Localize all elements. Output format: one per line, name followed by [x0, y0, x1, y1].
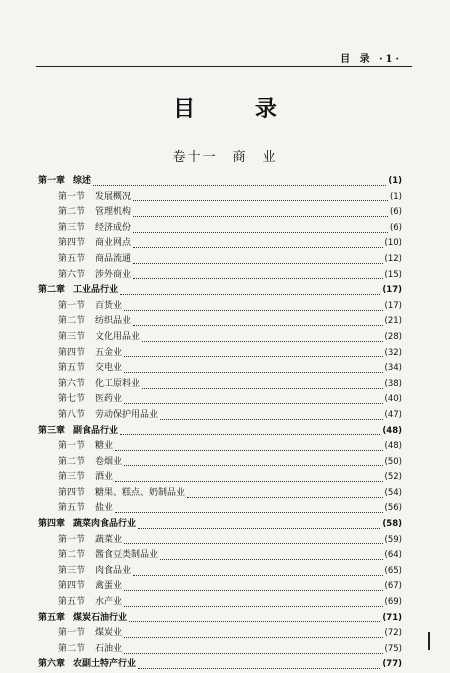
dot-leader: [160, 558, 383, 560]
toc-entry-title: 盐业: [95, 503, 114, 514]
toc-entry-title: 酱食豆类制品业: [95, 550, 159, 561]
dot-leader: [133, 324, 383, 326]
dot-leader: [93, 184, 386, 186]
toc-entry-label: 第一节: [58, 441, 86, 452]
toc-chapter-row: [38, 657, 402, 673]
toc-entry-label: 第四节: [58, 581, 86, 592]
dot-leader: [124, 636, 383, 638]
dot-leader: [124, 464, 383, 466]
toc-entry-page: (65): [384, 565, 402, 576]
toc-section-row: [38, 330, 402, 346]
toc-entry-title: 糖业: [95, 441, 114, 452]
toc-chapter-row: [38, 611, 402, 627]
toc-entry-page: (48): [382, 425, 402, 436]
dot-leader: [129, 620, 380, 622]
toc-entry-page: (17): [384, 300, 402, 311]
toc-section-row: [38, 361, 402, 377]
toc-chapter-row: [38, 517, 402, 533]
toc-entry-label: 第二节: [58, 643, 86, 654]
toc-entry-page: (28): [384, 331, 402, 342]
toc-entry-page: (38): [384, 378, 402, 389]
dot-leader: [133, 199, 388, 201]
toc-entry-page: (52): [384, 472, 402, 483]
dot-leader: [124, 589, 383, 591]
toc-section-row: [38, 455, 402, 471]
toc-section-row: [38, 579, 402, 595]
dot-leader: [124, 355, 383, 357]
dot-leader: [124, 605, 383, 607]
toc-entry-page: (72): [384, 628, 402, 639]
toc-section-row: [38, 377, 402, 393]
dot-leader: [142, 387, 383, 389]
dot-leader: [133, 262, 383, 264]
toc-entry-page: (15): [384, 269, 402, 280]
toc-entry-page: (75): [384, 643, 402, 654]
toc-entry-title: 水产业: [95, 597, 123, 608]
toc-entry-title: 交电业: [95, 363, 123, 374]
toc-entry-title: 纺织品业: [95, 316, 132, 327]
toc-entry-page: (48): [384, 441, 402, 452]
dot-leader: [138, 527, 380, 529]
toc-entry-label: 第二节: [58, 550, 86, 561]
toc-entry-page: (64): [384, 550, 402, 561]
dot-leader: [124, 652, 383, 654]
toc-entry-label: 第一节: [58, 534, 86, 545]
toc-section-row: [38, 392, 402, 408]
toc-section-row: [38, 299, 402, 315]
toc-section-row: [38, 548, 402, 564]
toc-section-row: [38, 486, 402, 502]
toc-section-row: [38, 205, 402, 221]
toc-entry-page: (6): [389, 222, 402, 233]
table-of-contents: [38, 174, 402, 673]
toc-entry-title: 蔬菜业: [95, 534, 123, 545]
toc-entry-page: (77): [382, 659, 402, 670]
dot-leader: [115, 511, 383, 513]
dot-leader: [133, 215, 388, 217]
toc-entry-page: (54): [384, 487, 402, 498]
dot-leader: [133, 277, 383, 279]
toc-section-row: [38, 268, 402, 284]
toc-entry-label: 第一节: [58, 300, 86, 311]
toc-section-row: [38, 501, 402, 517]
toc-section-row: [38, 190, 402, 206]
dot-leader: [120, 293, 380, 295]
dot-leader: [133, 574, 383, 576]
toc-section-row: [38, 252, 402, 268]
running-header: 目 录 ·1·: [340, 54, 402, 65]
dot-leader: [124, 309, 383, 311]
toc-section-row: [38, 564, 402, 580]
toc-section-row: [38, 533, 402, 549]
toc-entry-title: 综述: [73, 176, 92, 186]
toc-entry-title: 农副土特产行业: [73, 659, 137, 670]
toc-entry-page: (58): [382, 519, 402, 530]
toc-entry-label: 第四节: [58, 238, 86, 249]
toc-entry-page: (50): [384, 456, 402, 467]
toc-entry-page: (21): [384, 316, 402, 327]
toc-entry-title: 煤炭业: [95, 628, 123, 639]
page-title: 目 录: [173, 96, 303, 122]
toc-entry-page: (47): [384, 409, 402, 420]
dot-leader: [124, 402, 383, 404]
toc-section-row: [38, 595, 402, 611]
toc-entry-page: (12): [384, 253, 402, 264]
toc-entry-label: 第三节: [58, 472, 86, 483]
toc-entry-title: 禽蛋业: [95, 581, 123, 592]
toc-entry-page: (1): [389, 191, 402, 202]
toc-entry-page: (69): [384, 597, 402, 608]
toc-entry-label: 第三节: [58, 565, 86, 576]
toc-entry-title: 糖果、糕点、奶制品业: [95, 487, 186, 498]
toc-section-row: [38, 236, 402, 252]
dot-leader: [124, 542, 383, 544]
toc-entry-label: 第六章: [38, 659, 66, 670]
toc-entry-title: 肉食品业: [95, 565, 132, 576]
toc-entry-title: 劳动保护用品业: [95, 409, 159, 420]
toc-entry-label: 第四节: [58, 487, 86, 498]
toc-section-row: [38, 626, 402, 642]
toc-entry-label: 第六节: [58, 378, 86, 389]
dot-leader: [133, 246, 383, 248]
toc-entry-page: (40): [384, 394, 402, 405]
toc-section-row: [38, 314, 402, 330]
toc-entry-title: 发展概况: [95, 191, 132, 202]
toc-entry-label: 第一节: [58, 191, 86, 202]
toc-entry-title: 副食品行业: [73, 425, 119, 436]
toc-section-row: [38, 408, 402, 424]
dot-leader: [115, 480, 383, 482]
toc-entry-label: 第三节: [58, 331, 86, 342]
toc-entry-title: 卷烟业: [95, 456, 123, 467]
dot-leader: [124, 371, 383, 373]
toc-entry-label: 第二节: [58, 316, 86, 327]
toc-entry-label: 第五章: [38, 612, 66, 623]
toc-entry-label: 第四节: [58, 347, 86, 358]
volume-title: 卷十一 商 业: [172, 150, 278, 165]
toc-entry-label: 第一节: [58, 628, 86, 639]
dot-leader: [138, 667, 380, 669]
toc-entry-page: (17): [382, 285, 402, 296]
toc-entry-label: 第八节: [58, 409, 86, 420]
toc-entry-page: (67): [384, 581, 402, 592]
toc-entry-page: (34): [384, 363, 402, 374]
toc-section-row: [38, 642, 402, 658]
dot-leader: [115, 449, 383, 451]
toc-entry-title: 商业网点: [95, 238, 132, 249]
toc-chapter-row: [38, 283, 402, 299]
toc-entry-title: 文化用品业: [95, 331, 141, 342]
toc-entry-label: 第三节: [58, 222, 86, 233]
toc-entry-label: 第五节: [58, 253, 86, 264]
dot-leader: [120, 433, 380, 435]
toc-entry-title: 医药业: [95, 394, 123, 405]
scan-mark: [428, 632, 430, 650]
dot-leader: [133, 231, 388, 233]
toc-entry-label: 第五节: [58, 597, 86, 608]
toc-entry-label: 第一章: [38, 176, 66, 186]
toc-entry-label: 第二节: [58, 207, 86, 218]
toc-entry-label: 第四章: [38, 519, 66, 530]
toc-entry-title: 蔬菜肉食品行业: [73, 519, 137, 530]
toc-section-row: [38, 346, 402, 362]
dot-leader: [142, 340, 383, 342]
toc-entry-title: 管理机构: [95, 207, 132, 218]
toc-entry-title: 酒业: [95, 472, 114, 483]
toc-entry-page: (1): [388, 176, 402, 186]
toc-entry-label: 第二节: [58, 456, 86, 467]
toc-entry-label: 第五节: [58, 503, 86, 514]
toc-entry-title: 工业品行业: [73, 285, 119, 296]
dot-leader: [187, 496, 383, 498]
toc-entry-label: 第二章: [38, 285, 66, 296]
toc-entry-title: 经济成份: [95, 222, 132, 233]
toc-section-row: [38, 470, 402, 486]
toc-entry-title: 石油业: [95, 643, 123, 654]
header-rule: [36, 66, 412, 67]
toc-entry-title: 商品流通: [95, 253, 132, 264]
toc-entry-title: 涉外商业: [95, 269, 132, 280]
toc-entry-page: (6): [389, 207, 402, 218]
toc-entry-title: 化工原料业: [95, 378, 141, 389]
toc-entry-label: 第五节: [58, 363, 86, 374]
toc-entry-page: (71): [382, 612, 402, 623]
toc-section-row: [38, 439, 402, 455]
toc-entry-title: 五金业: [95, 347, 123, 358]
toc-entry-title: 煤炭石油行业: [73, 612, 128, 623]
toc-entry-page: (32): [384, 347, 402, 358]
toc-entry-page: (56): [384, 503, 402, 514]
toc-entry-label: 第三章: [38, 425, 66, 436]
dot-leader: [160, 418, 383, 420]
toc-entry-page: (10): [384, 238, 402, 249]
toc-entry-label: 第六节: [58, 269, 86, 280]
toc-chapter-row: [38, 424, 402, 440]
toc-chapter-row: [38, 174, 402, 190]
toc-section-row: [38, 221, 402, 237]
toc-entry-page: (59): [384, 534, 402, 545]
toc-entry-title: 百货业: [95, 300, 123, 311]
toc-entry-label: 第七节: [58, 394, 86, 405]
